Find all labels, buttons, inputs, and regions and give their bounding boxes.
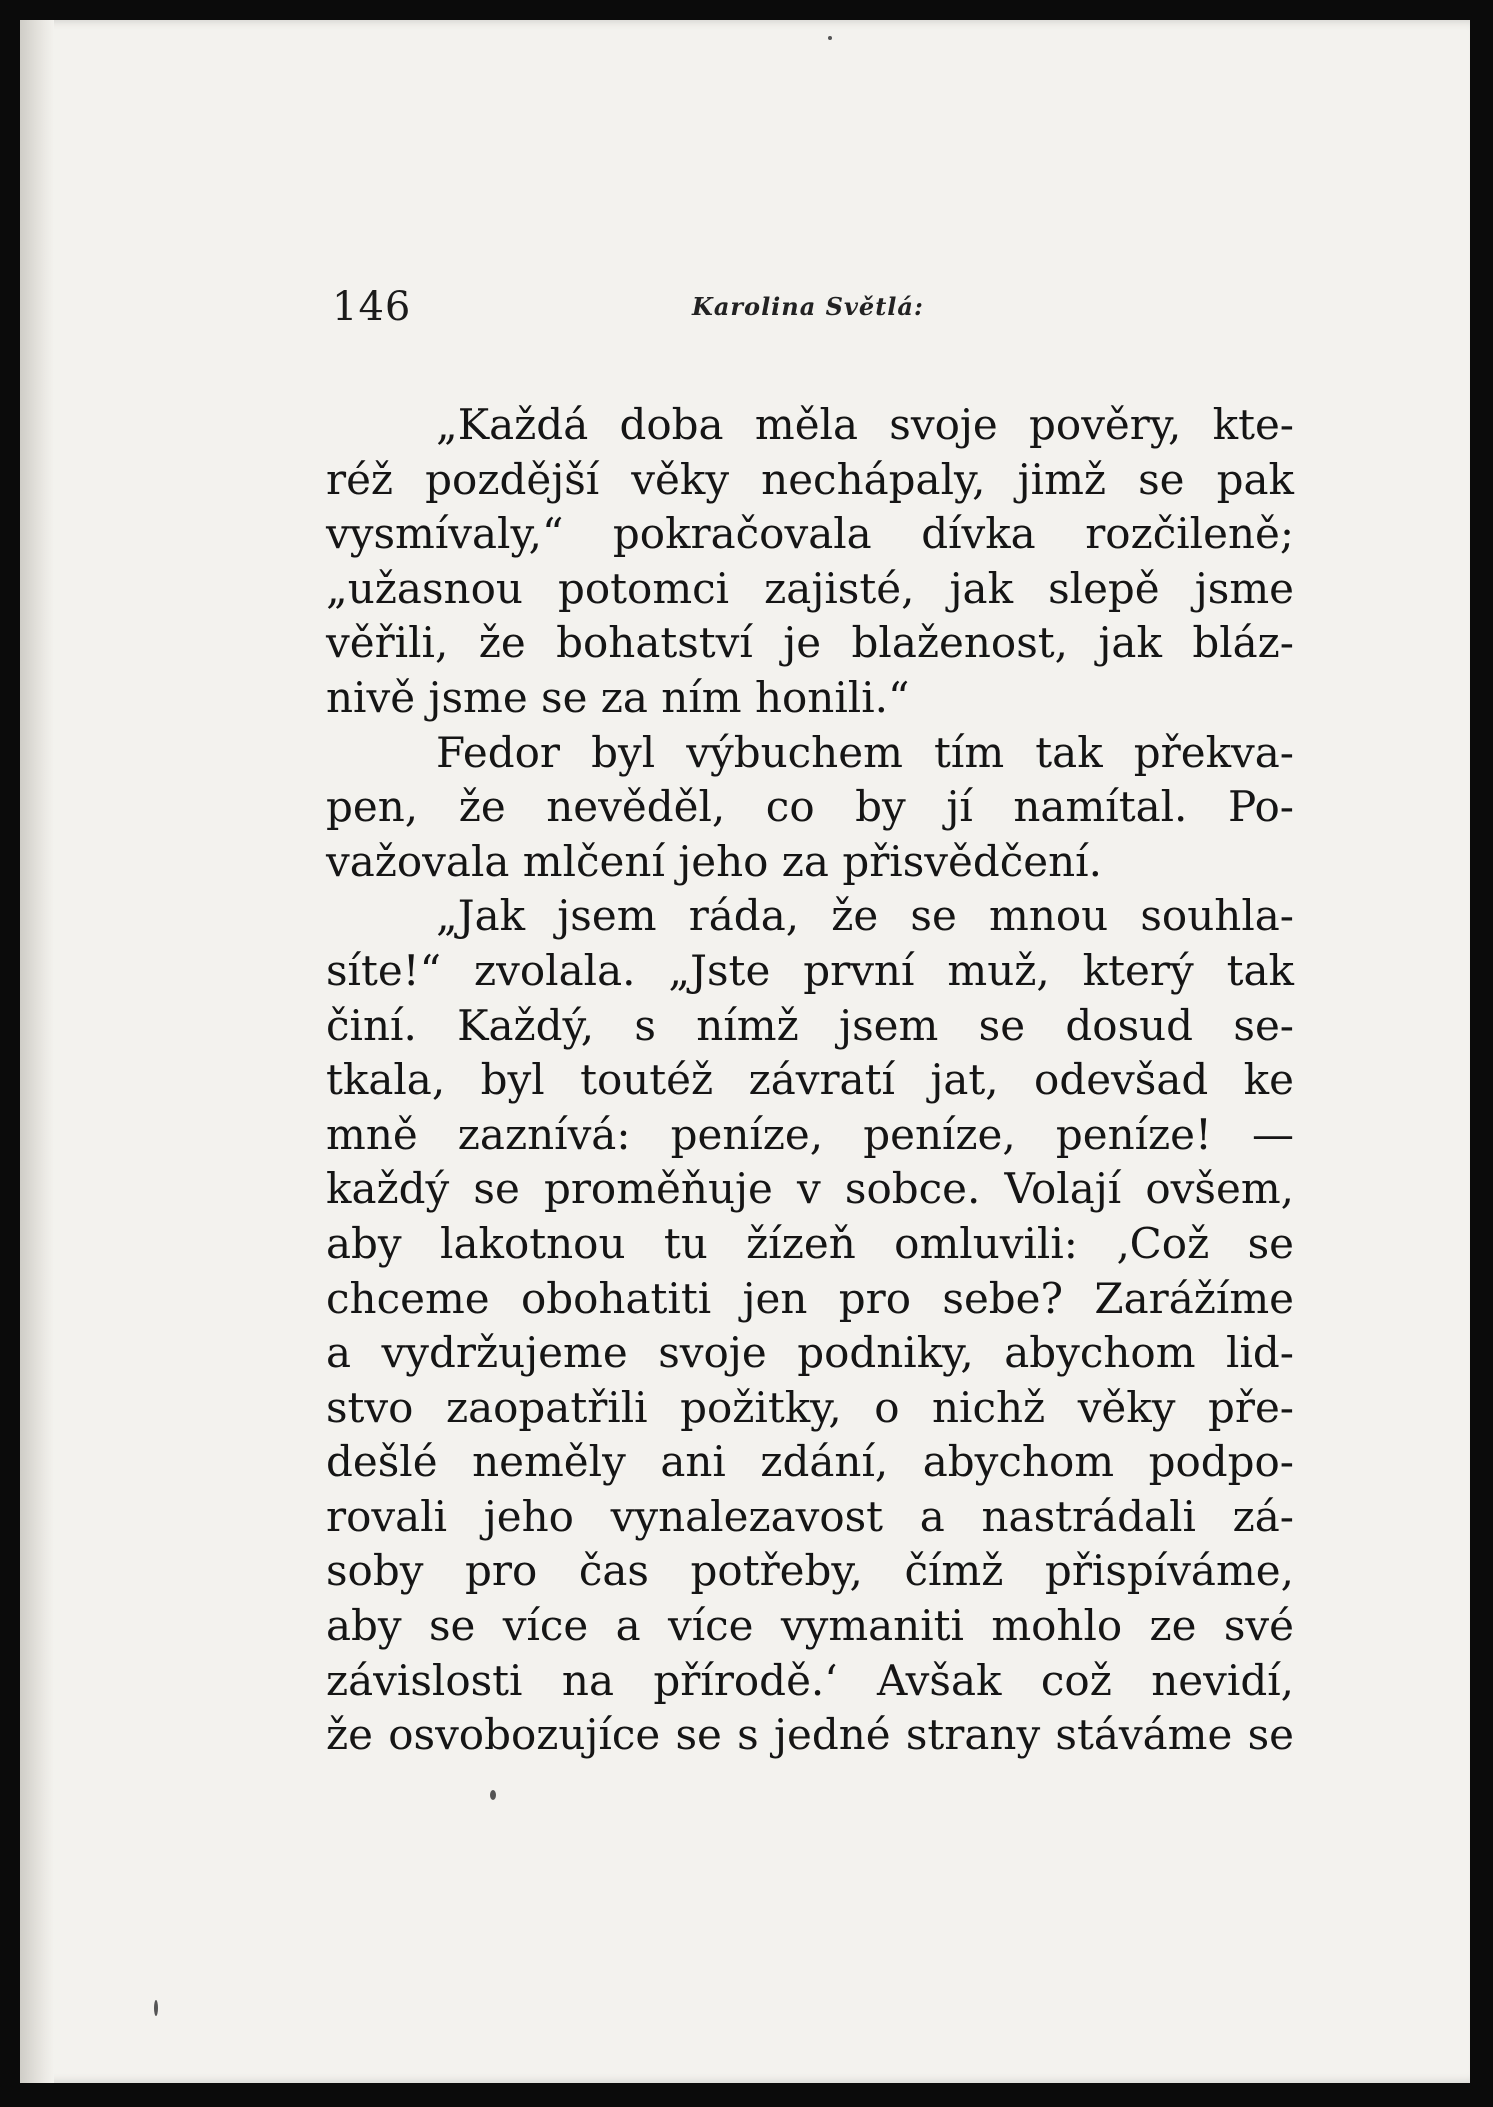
text-line: každý se proměňuje v sobce. Volají ovšem,	[326, 1164, 1294, 1214]
text-line: vysmívaly,“ pokračovala dívka rozčileně;	[326, 509, 1294, 559]
page-number: 146	[332, 284, 412, 330]
text-line: „Jak jsem ráda, že se mnou souhla-	[436, 891, 1294, 941]
text-line: síte!“ zvolala. „Jste první muž, který tak	[326, 945, 1294, 995]
text-line: važovala mlčení jeho za přisvědčení.	[326, 836, 1102, 886]
running-title: Karolina Světlá:	[692, 292, 924, 321]
print-speck	[490, 1790, 496, 1800]
text-line: réž pozdější věky nechápaly, jimž se pak	[326, 454, 1294, 504]
text-line: stvo zaopatřili požitky, o nichž věky pře-	[326, 1382, 1294, 1432]
text-line: a vydržujeme svoje podniky, abychom lid-	[326, 1328, 1294, 1378]
book-page	[20, 20, 1470, 2083]
page-spine-edge	[20, 20, 54, 2083]
text-line: nivě jsme se za ním honili.“	[326, 672, 910, 722]
text-line: dešlé neměly ani zdání, abychom podpo-	[326, 1437, 1294, 1487]
text-line: mně zaznívá: peníze, peníze, peníze! —	[326, 1109, 1294, 1159]
text-line: tkala, byl toutéž závratí jat, odevšad ke	[326, 1055, 1294, 1105]
text-line: věřili, že bohatství je blaženost, jak bláz-	[326, 618, 1294, 668]
body-text	[326, 398, 1294, 1763]
print-speck	[154, 2000, 158, 2016]
text-line: chceme obohatiti jen pro sebe? Zarážíme	[326, 1273, 1294, 1323]
text-line: činí. Každý, s nímž jsem se dosud se-	[326, 1000, 1294, 1050]
text-line: že osvobozujíce se s jedné strany stáváme se	[326, 1710, 1294, 1760]
text-line: aby lakotnou tu žízeň omluvili: ‚Což se	[326, 1218, 1294, 1268]
text-line: rovali jeho vynalezavost a nastrádali zá-	[326, 1491, 1294, 1541]
text-line: závislosti na přírodě.‘ Avšak což nevidí,	[326, 1655, 1294, 1705]
text-line: „Každá doba měla svoje pověry, kte-	[436, 400, 1294, 449]
text-line: pen, že nevěděl, co by jí namítal. Po-	[326, 782, 1294, 832]
print-speck	[828, 36, 832, 40]
text-line: Fedor byl výbuchem tím tak překva-	[436, 727, 1294, 777]
text-line: „užasnou potomci zajisté, jak slepě jsme	[326, 563, 1294, 613]
text-line: soby pro čas potřeby, čímž přispíváme,	[326, 1546, 1294, 1596]
text-line: aby se více a více vymaniti mohlo ze své	[326, 1601, 1294, 1651]
